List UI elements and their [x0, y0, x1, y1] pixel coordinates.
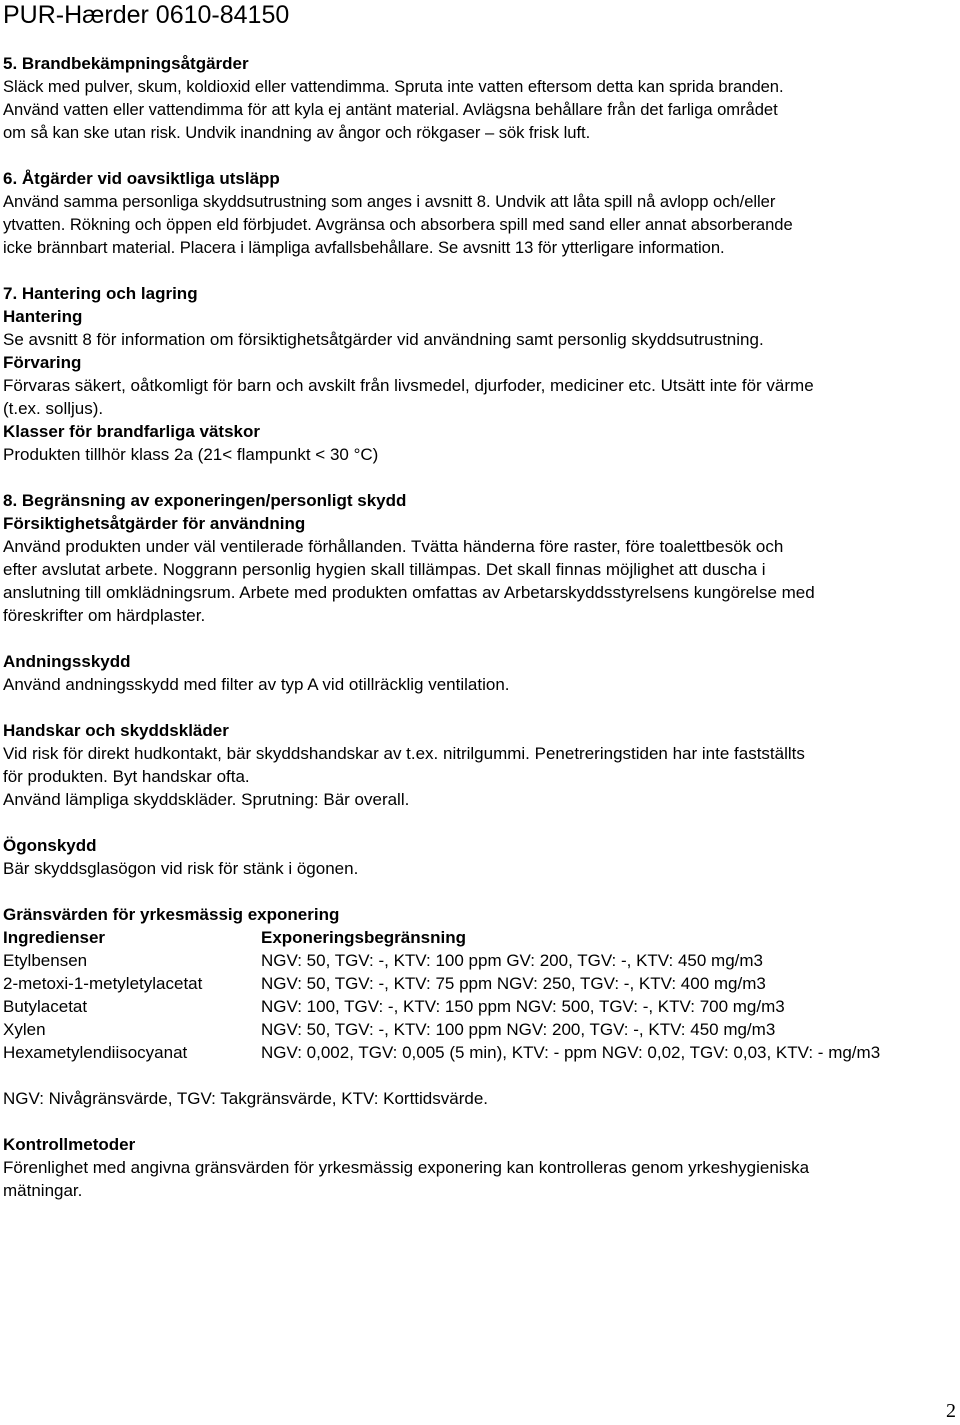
- ingredient-name: Hexametylendiisocyanat: [3, 1043, 188, 1062]
- section-5-line: Använd vatten eller vattendimma för att kyla ej antänt material. Avlägsna behållare från det farliga området: [3, 100, 778, 119]
- abbreviations-text: NGV: Nivågränsvärde, TGV: Takgränsvärde, KTV: Korttidsvärde.: [3, 1089, 489, 1108]
- eye-protection-text: Bär skyddsglasögon vid risk för stänk i ögonen.: [3, 859, 359, 878]
- ingredient-name: Butylacetat: [3, 997, 88, 1016]
- control-methods-line: Förenlighet med angivna gränsvärden för yrkesmässig exponering kan kontrolleras genom yrkeshygieniska: [3, 1158, 810, 1177]
- section-7: [3, 282, 953, 466]
- ingredient-name: 2-metoxi-1-metyletylacetat: [3, 974, 203, 993]
- precautions-line: föreskrifter om härdplaster.: [3, 606, 206, 625]
- table-row: [3, 949, 943, 972]
- respiratory-heading: Andningsskydd: [3, 652, 131, 671]
- precautions-heading: Försiktighetsåtgärder för användning: [3, 514, 306, 533]
- gloves-line: Vid risk för direkt hudkontakt, bär skyddshandskar av t.ex. nitrilgummi. Penetreringstiden har inte fastställts: [3, 744, 805, 763]
- section-6: [3, 167, 953, 259]
- section-8: [3, 489, 953, 1202]
- eye-protection-heading: Ögonskydd: [3, 836, 97, 855]
- gloves-line: för produkten. Byt handskar ofta.: [3, 767, 250, 786]
- precautions-line: efter avslutat arbete. Noggrann personlig hygien skall tillämpas. Det skall finnas möjlighet att duscha i: [3, 560, 766, 579]
- exposure-limits-heading: Gränsvärden för yrkesmässig exponering: [3, 905, 340, 924]
- page-number: 2: [946, 1400, 956, 1422]
- gloves-heading: Handskar och skyddskläder: [3, 721, 229, 740]
- ingredient-name: Xylen: [3, 1020, 46, 1039]
- exposure-limits-table: [3, 926, 943, 1064]
- control-methods-heading: Kontrollmetoder: [3, 1135, 136, 1154]
- table-row: [3, 1041, 943, 1064]
- ingredient-limit: NGV: 50, TGV: -, KTV: 100 ppm NGV: 200, TGV: -, KTV: 450 mg/m3: [261, 1020, 776, 1039]
- storage-line: (t.ex. solljus).: [3, 399, 104, 418]
- column-header-limits: Exponeringsbegränsning: [261, 928, 466, 947]
- storage-heading: Förvaring: [3, 353, 82, 372]
- table-row: [3, 995, 943, 1018]
- table-row: [3, 972, 943, 995]
- section-6-line: ytvatten. Rökning och öppen eld förbjudet. Avgränsa och absorbera spill med sand eller annat absorberande: [3, 215, 793, 234]
- precautions-line: Använd produkten under väl ventilerade förhållanden. Tvätta händerna före raster, före toalettbesök och: [3, 537, 784, 556]
- section-5: [3, 52, 953, 144]
- ingredient-limit: NGV: 100, TGV: -, KTV: 150 ppm NGV: 500, TGV: -, KTV: 700 mg/m3: [261, 997, 785, 1016]
- section-5-heading: 5. Brandbekämpningsåtgärder: [3, 54, 249, 73]
- section-6-line: Använd samma personliga skyddsutrustning som anges i avsnitt 8. Undvik att låta spill nå avlopp och/eller: [3, 192, 776, 211]
- section-5-line: om så kan ske utan risk. Undvik inandning av ångor och rökgaser – sök frisk luft.: [3, 123, 591, 142]
- ingredient-name: Etylbensen: [3, 951, 88, 970]
- flammable-class-text: Produkten tillhör klass 2a (21< flampunkt < 30 °C): [3, 445, 379, 464]
- table-row: [3, 1018, 943, 1041]
- handling-text: Se avsnitt 8 för information om försiktighetsåtgärder vid användning samt personlig skyddsutrustning.: [3, 330, 764, 349]
- gloves-line: Använd lämpliga skyddskläder. Sprutning: Bär overall.: [3, 790, 410, 809]
- table-header-row: [3, 926, 943, 949]
- precautions-line: anslutning till omklädningsrum. Arbete med produkten omfattas av Arbetarskyddsstyrelsens kungörelse med: [3, 583, 815, 602]
- section-7-heading: 7. Hantering och lagring: [3, 284, 198, 303]
- ingredient-limit: NGV: 50, TGV: -, KTV: 75 ppm NGV: 250, TGV: -, KTV: 400 mg/m3: [261, 974, 766, 993]
- section-6-line: icke brännbart material. Placera i lämpliga avfallsbehållare. Se avsnitt 13 för ytterligare information.: [3, 238, 725, 257]
- section-6-heading: 6. Åtgärder vid oavsiktliga utsläpp: [3, 169, 280, 188]
- ingredient-limit: NGV: 0,002, TGV: 0,005 (5 min), KTV: - ppm NGV: 0,02, TGV: 0,03, KTV: - mg/m3: [261, 1043, 881, 1062]
- control-methods-line: mätningar.: [3, 1181, 83, 1200]
- storage-line: Förvaras säkert, oåtkomligt för barn och avskilt från livsmedel, djurfoder, mediciner etc. Utsätt inte för värme: [3, 376, 814, 395]
- section-5-line: Släck med pulver, skum, koldioxid eller vattendimma. Spruta inte vatten eftersom detta kan sprida branden.: [3, 77, 784, 96]
- ingredient-limit: NGV: 50, TGV: -, KTV: 100 ppm GV: 200, TGV: -, KTV: 450 mg/m3: [261, 951, 763, 970]
- handling-heading: Hantering: [3, 307, 83, 326]
- respiratory-text: Använd andningsskydd med filter av typ A vid otillräcklig ventilation.: [3, 675, 510, 694]
- document-body: [3, 52, 953, 1202]
- flammable-class-heading: Klasser för brandfarliga vätskor: [3, 422, 260, 441]
- column-header-ingredients: Ingredienser: [3, 928, 106, 947]
- document-title: PUR-Hærder 0610-84150: [3, 1, 290, 29]
- section-8-heading: 8. Begränsning av exponeringen/personligt skydd: [3, 491, 407, 510]
